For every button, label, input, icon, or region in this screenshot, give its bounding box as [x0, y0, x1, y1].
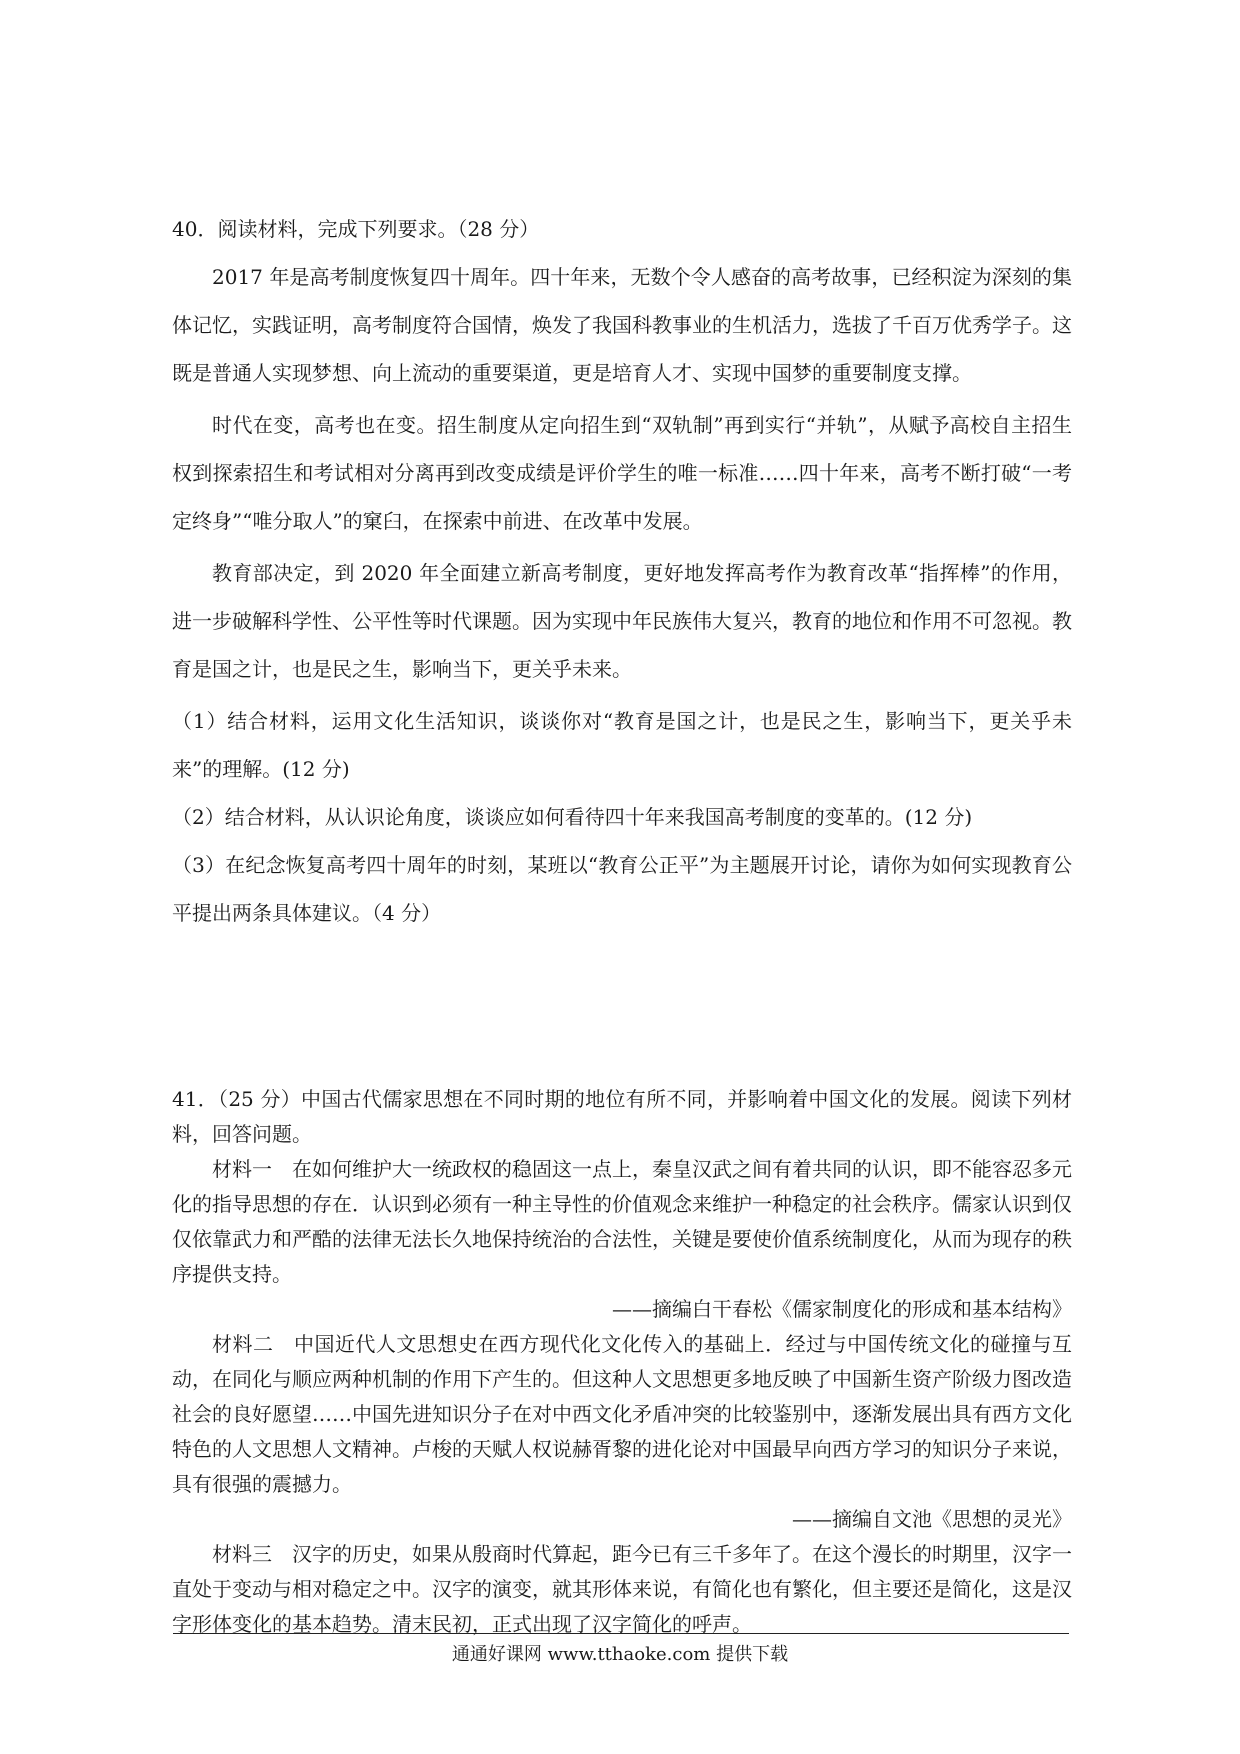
question-40-sub-1: （1）结合材料，运用文化生活知识，谈谈你对“教育是国之计，也是民之生，影响当下，更关乎未来”的理解。(12 分)	[172, 709, 1072, 781]
question-40	[172, 205, 1072, 937]
question-40-sub-2: （2）结合材料，从认识论角度，谈谈应如何看待四十年来我国高考制度的变革的。(12 分)	[172, 805, 973, 829]
footer-divider	[173, 1633, 1069, 1634]
material-1-source: ——摘编白干春松《儒家制度化的形成和基本结构》	[612, 1297, 1072, 1321]
material-2-source: ——摘编自文池《思想的灵光》	[792, 1507, 1072, 1531]
material-2: 材料二 中国近代人文思想史在西方现代化文化传入的基础上．经过与中国传统文化的碰撞与互动，在同化与顺应两种机制的作用下产生的。但这种人文思想更多地反映了中国新生资产阶级力图改造社会的良好愿望……中国先进知识分子在对中西文化矛盾冲突的比较鉴别中，逐渐发展出具有西方文化特色的人文思想人文精神。卢梭的天赋人权说赫胥黎的进化论对中国最早向西方学习的知识分子来说，具有很强的震撼力。	[172, 1332, 1072, 1496]
question-40-paragraph-3: 教育部决定，到 2020 年全面建立新高考制度，更好地发挥高考作为教育改革“指挥棒”的作用，进一步破解科学性、公平性等时代课题。因为实现中年民族伟大复兴，教育的地位和作用不可忽视。教育是国之计，也是民之生，影响当下，更关乎未来。	[172, 561, 1072, 681]
material-1: 材料一 在如何维护大一统政权的稳固这一点上，秦皇汉武之间有着共同的认识，即不能容忍多元化的指导思想的存在．认识到必须有一种主导性的价值观念来维护一种稳定的社会秩序。儒家认识到仅仅依靠武力和严酷的法律无法长久地保持统治的合法性，关键是要使价值系统制度化，从而为现存的秩序提供支持。	[172, 1157, 1072, 1286]
footer-text: 通通好课网 www.tthaoke.com 提供下载	[451, 1644, 789, 1665]
question-40-paragraph-2: 时代在变，高考也在变。招生制度从定向招生到“双轨制”再到实行“并轨”，从赋予高校自主招生权到探索招生和考试相对分离再到改变成绩是评价学生的唯一标准……四十年来，高考不断打破“一考定终身”“唯分取人”的窠臼，在探索中前进、在改革中发展。	[172, 413, 1072, 533]
question-41	[172, 1082, 1072, 1642]
question-40-sub-3: （3）在纪念恢复高考四十周年的时刻，某班以“教育公正平”为主题展开讨论，请你为如何实现教育公平提出两条具体建议。（4 分）	[172, 853, 1072, 925]
question-41-heading: 41．（25 分）中国古代儒家思想在不同时期的地位有所不同，并影响着中国文化的发展。阅读下列材料，回答问题。	[172, 1087, 1072, 1146]
material-3: 材料三 汉字的历史，如果从殷商时代算起，距今已有三千多年了。在这个漫长的时期里，汉字一直处于变动与相对稳定之中。汉字的演变，就其形体来说，有简化也有繁化，但主要还是简化，这是汉字形体变化的基本趋势。清末民初，正式出现了汉字简化的呼声。	[172, 1542, 1072, 1636]
question-40-paragraph-1: 2017 年是高考制度恢复四十周年。四十年来，无数个令人感奋的高考故事，已经积淀为深刻的集体记忆，实践证明，高考制度符合国情，焕发了我国科教事业的生机活力，选拔了千百万优秀学子。这既是普通人实现梦想、向上流动的重要渠道，更是培育人才、实现中国梦的重要制度支撑。	[172, 265, 1072, 385]
question-40-heading: 40．阅读材料，完成下列要求。（28 分）	[172, 217, 540, 241]
